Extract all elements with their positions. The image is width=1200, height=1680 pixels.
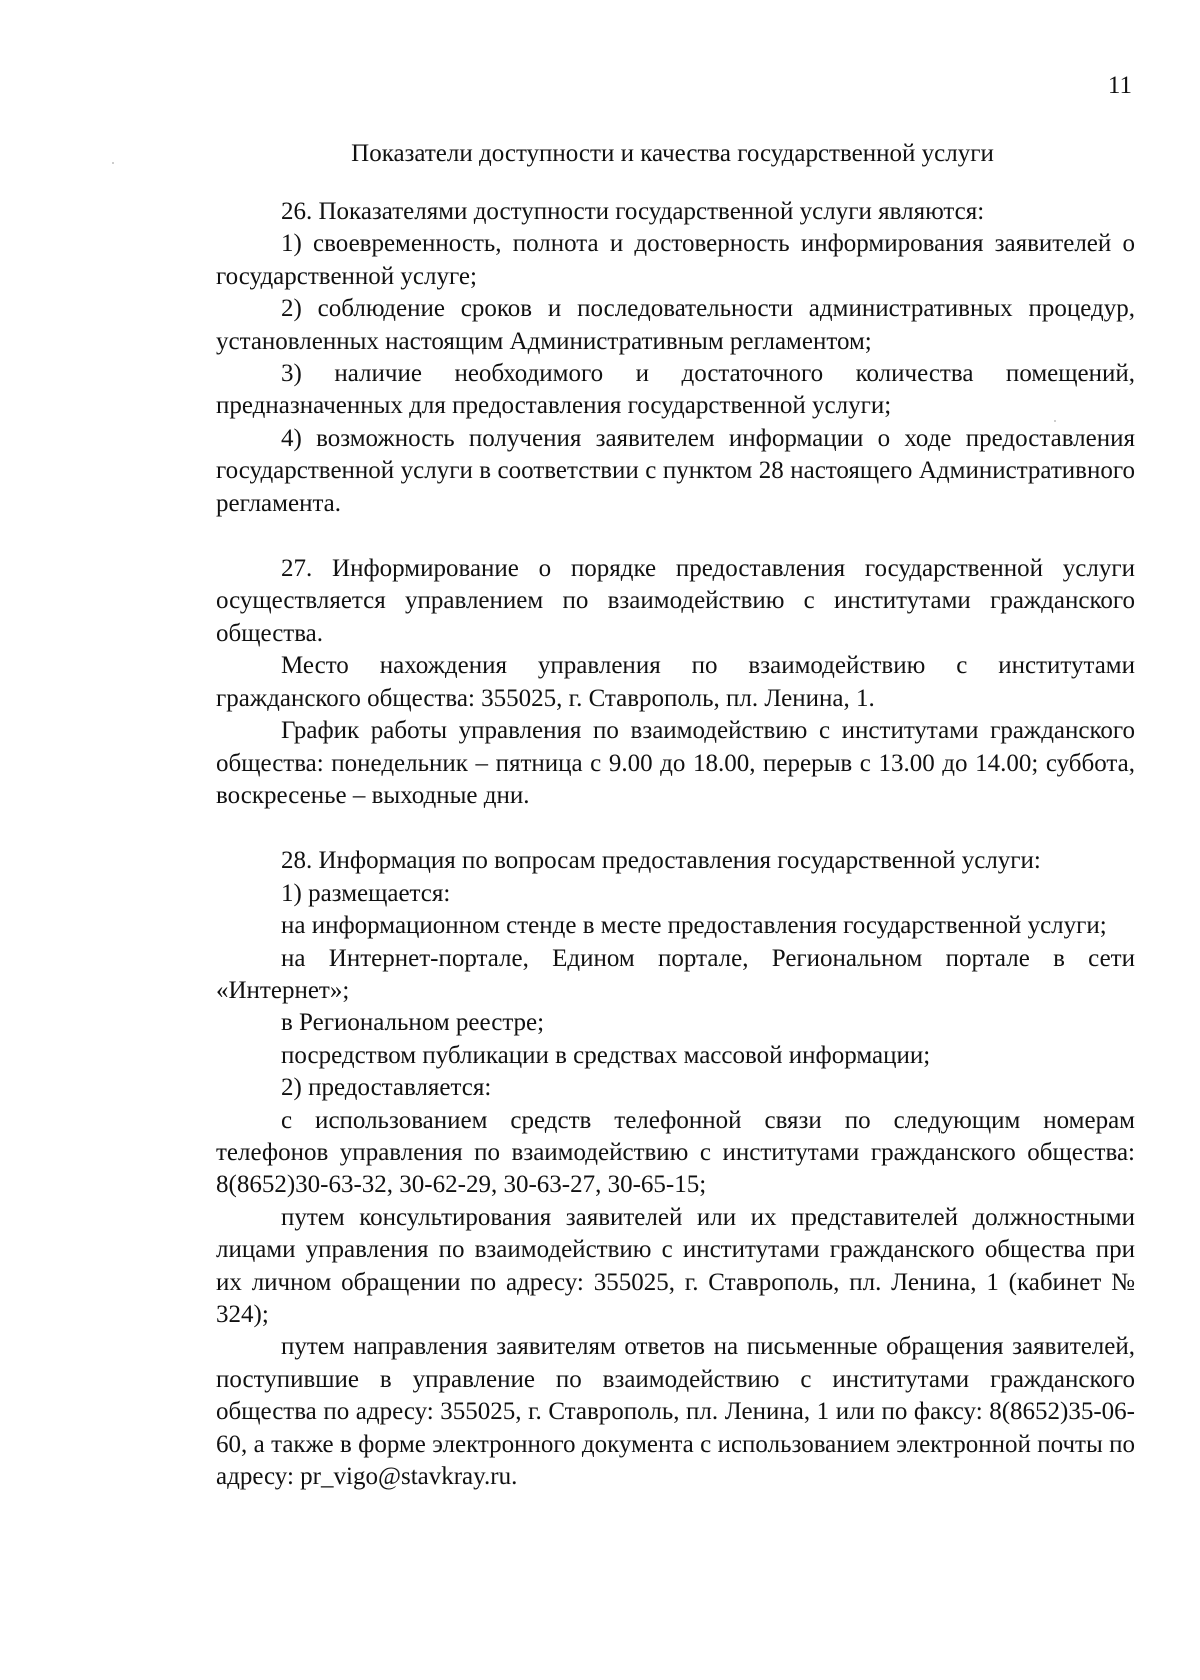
list-item: 2) соблюдение сроков и последовательности административных процедур, установленных настоящим Административным регламентом; <box>216 295 1135 355</box>
page-number: 11 <box>1107 72 1132 99</box>
list-item: на Интернет-портале, Едином портале, Региональном портале в сети «Интернет»; <box>216 944 1135 1004</box>
list-item: 1) размещается: <box>281 879 451 907</box>
list-item: 4) возможность получения заявителем информации о ходе предоставления государственной услуги в соответствии с пунктом 28 настоящего Административного регламента. <box>216 424 1135 517</box>
list-item: посредством публикации в средствах массовой информации; <box>281 1041 931 1069</box>
list-item: с использованием средств телефонной связи по следующим номерам телефонов управления по взаимодействию с институтами гражданского общества: 8(8652)30-63-32, 30-62-29, 30-63-27, 30-65-15; <box>216 1106 1135 1199</box>
list-item: 3) наличие необходимого и достаточного количества помещений, предназначенных для предоставления государственной услуги; <box>216 360 1135 420</box>
paragraph: График работы управления по взаимодействию с институтами гражданского общества: понедельник – пятница с 9.00 до 18.00, перерыв с 13.00 до 14.00; суббота, воскресенье – выходные дни. <box>216 717 1135 809</box>
list-item: на информационном стенде в месте предоставления государственной услуги; <box>281 912 1107 940</box>
paragraph: 26. Показателями доступности государственной услуги являются: <box>281 198 985 225</box>
paragraph: 28. Информация по вопросам предоставления государственной услуги: <box>281 847 1041 875</box>
section-27 <box>216 553 1135 812</box>
list-item: 1) своевременность, полнота и достоверность информирования заявителей о государственной услуге; <box>216 230 1135 290</box>
list-item: 2) предоставляется: <box>281 1074 492 1102</box>
paragraph: Место нахождения управления по взаимодействию с институтами гражданского общества: 355025, г. Ставрополь, пл. Ленина, 1. <box>216 652 1135 712</box>
section-gap <box>216 520 1135 553</box>
section-28 <box>216 845 1135 1493</box>
list-item: в Региональном реестре; <box>281 1009 545 1037</box>
section-heading: Показатели доступности и качества государственной услуги <box>351 140 994 167</box>
section-26 <box>216 196 1135 520</box>
list-item: путем направления заявителям ответов на письменные обращения заявителей, поступившие в управление по взаимодействию с институтами гражданского общества по адресу: 355025, г. Ставрополь, пл. Ленина, 1 или по факсу: 8(8652)35-06-60, а также в форме электронного документа с использованием электронной почты по адресу: pr_vigo@stavkray.ru. <box>216 1333 1135 1491</box>
scan-speck <box>112 162 114 164</box>
paragraph: 27. Информирование о порядке предоставления государственной услуги осуществляется управлением по взаимодействию с институтами гражданского общества. <box>216 555 1135 647</box>
section-gap <box>216 812 1135 845</box>
document-body <box>216 196 1135 1493</box>
list-item: путем консультирования заявителей или их представителей должностными лицами управления по взаимодействию с институтами гражданского общества при их личном обращении по адресу: 355025, г. Ставрополь, пл. Ленина, 1 (кабинет № 324); <box>216 1203 1135 1328</box>
